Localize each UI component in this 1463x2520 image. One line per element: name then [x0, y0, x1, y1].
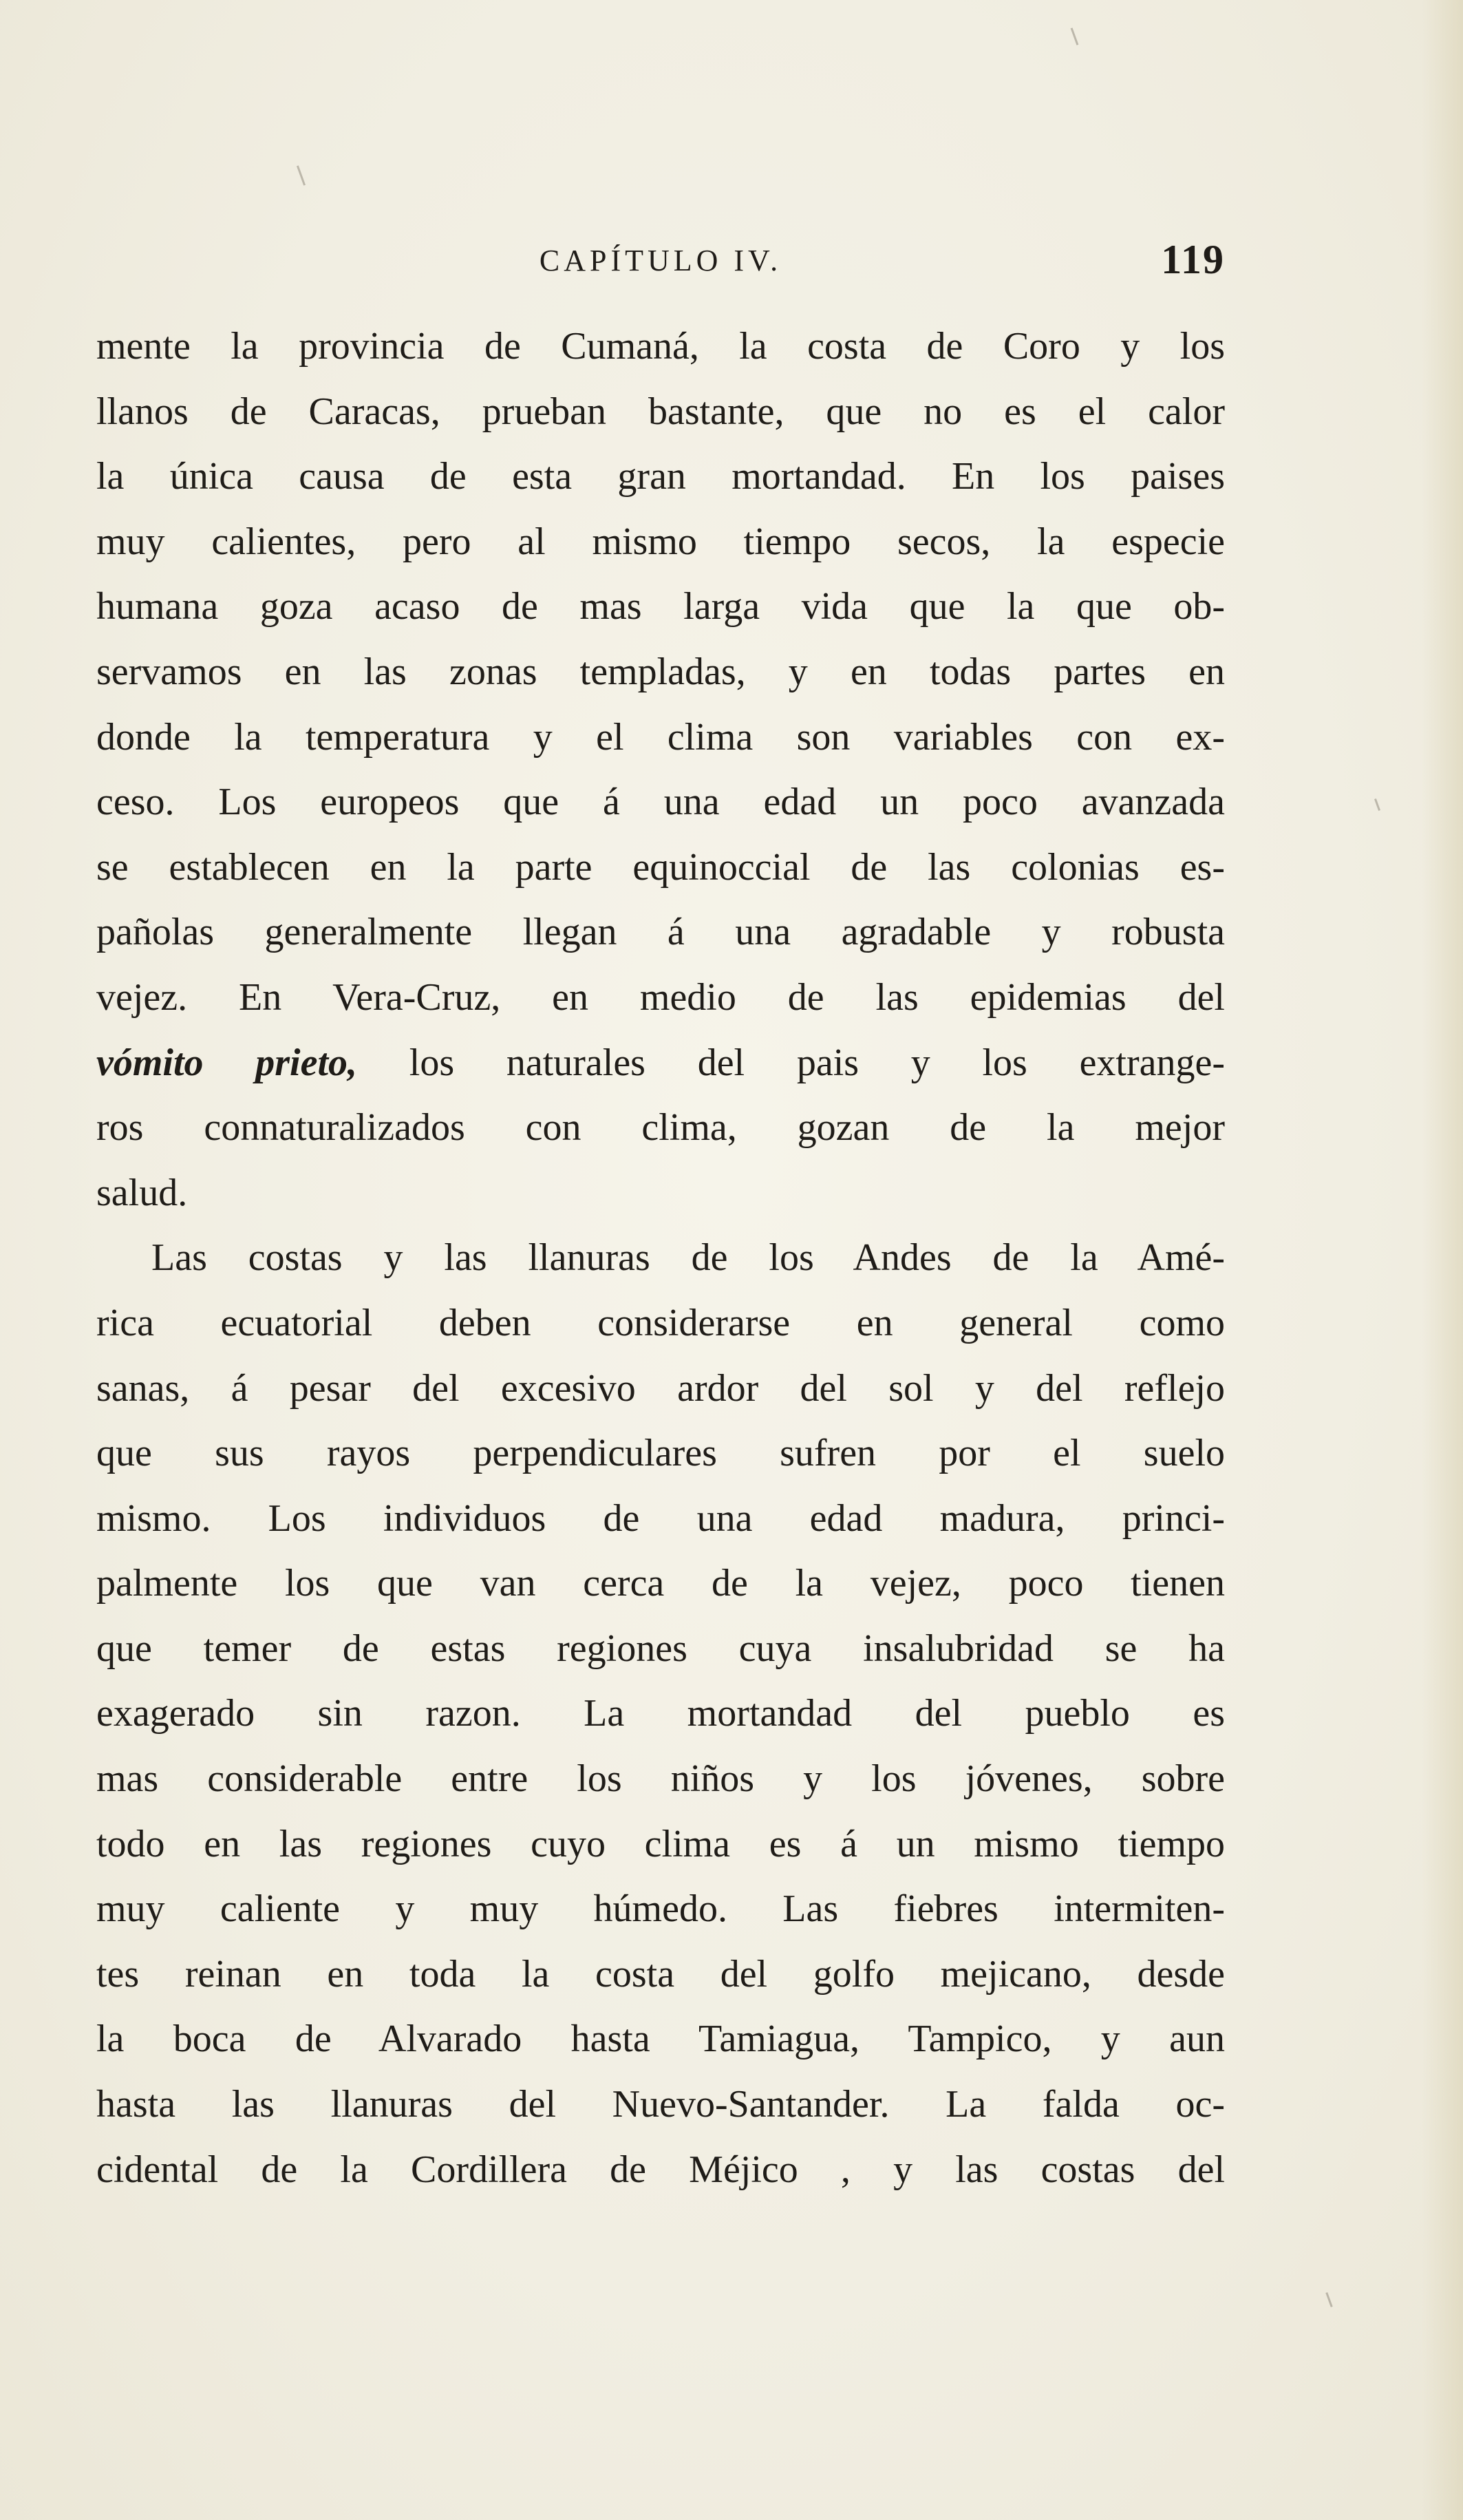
paper-speck — [297, 165, 306, 185]
text-line: cidental de la Cordillera de Méjico , y las costas del — [96, 2148, 1225, 2191]
text-line: salud. — [96, 1171, 188, 1214]
text-line: hasta las llanuras del Nuevo-Santander. La falda oc- — [96, 2083, 1225, 2126]
text-line: palmente los que van cerca de la vejez, poco tienen — [96, 1562, 1225, 1605]
text-line: servamos en las zonas templadas, y en todas partes en — [96, 650, 1225, 693]
text-line: sanas, á pesar del excesivo ardor del sol y del reflejo — [96, 1366, 1225, 1410]
text-line: mismo. Los individuos de una edad madura, princi- — [96, 1496, 1225, 1540]
text-line: vejez. En Vera-Cruz, en medio de las epidemias del — [96, 975, 1225, 1019]
text-line: tes reinan en toda la costa del golfo mejicano, desde — [96, 1952, 1225, 1995]
text-line: exagerado sin razon. La mortandad del pueblo es — [96, 1692, 1225, 1735]
text-line: muy caliente y muy húmedo. Las fiebres intermiten- — [96, 1887, 1225, 1931]
text-line: que sus rayos perpendiculares sufren por el suelo — [96, 1432, 1225, 1475]
paper-speck — [1071, 28, 1079, 45]
text-line: muy calientes, pero al mismo tiempo secos, la especie — [96, 520, 1225, 563]
text-line: rica ecuatorial deben considerarse en general como — [96, 1301, 1225, 1344]
paper-speck — [1374, 798, 1380, 811]
running-head — [96, 237, 1225, 286]
line-remainder: los naturales del pais y los extrange- — [357, 1041, 1225, 1084]
text-line-mixed — [96, 1030, 1225, 1096]
text-line: la boca de Alvarado hasta Tamiagua, Tampico, y aun — [96, 2018, 1225, 2061]
body-text — [96, 314, 1225, 2202]
paper-speck — [1325, 2292, 1332, 2307]
text-line: ceso. Los europeos que á una edad un poco avanzada — [96, 781, 1225, 824]
text-line: que temer de estas regiones cuya insalubridad se ha — [96, 1627, 1225, 1670]
italic-phrase: vómito prieto, — [96, 1041, 358, 1084]
text-line: se establecen en la parte equinoccial de las colonias es- — [96, 845, 1225, 889]
text-line: todo en las regiones cuyo clima es á un mismo tiempo — [96, 1822, 1225, 1865]
chapter-heading: CAPÍTULO IV. — [539, 244, 782, 277]
text-line: llanos de Caracas, prueban bastante, que no es el calor — [96, 390, 1225, 433]
text-line: mas considerable entre los niños y los jóvenes, sobre — [96, 1757, 1225, 1801]
text-line: la única causa de esta gran mortandad. En los paises — [96, 455, 1225, 498]
text-line: pañolas generalmente llegan á una agradable y robusta — [96, 911, 1225, 954]
page-number: 119 — [1161, 237, 1225, 282]
page-edge-shadow — [1422, 0, 1463, 2520]
text-line: ros connaturalizados con clima, gozan de la mejor — [96, 1106, 1225, 1150]
paragraph-first-line: Las costas y las llanuras de los Andes de la Amé- — [151, 1236, 1225, 1280]
text-line: donde la temperatura y el clima son variables con ex- — [96, 715, 1225, 759]
text-line: humana goza acaso de mas larga vida que la que ob- — [96, 585, 1225, 628]
text-line: mente la provincia de Cumaná, la costa de Coro y los — [96, 325, 1225, 368]
